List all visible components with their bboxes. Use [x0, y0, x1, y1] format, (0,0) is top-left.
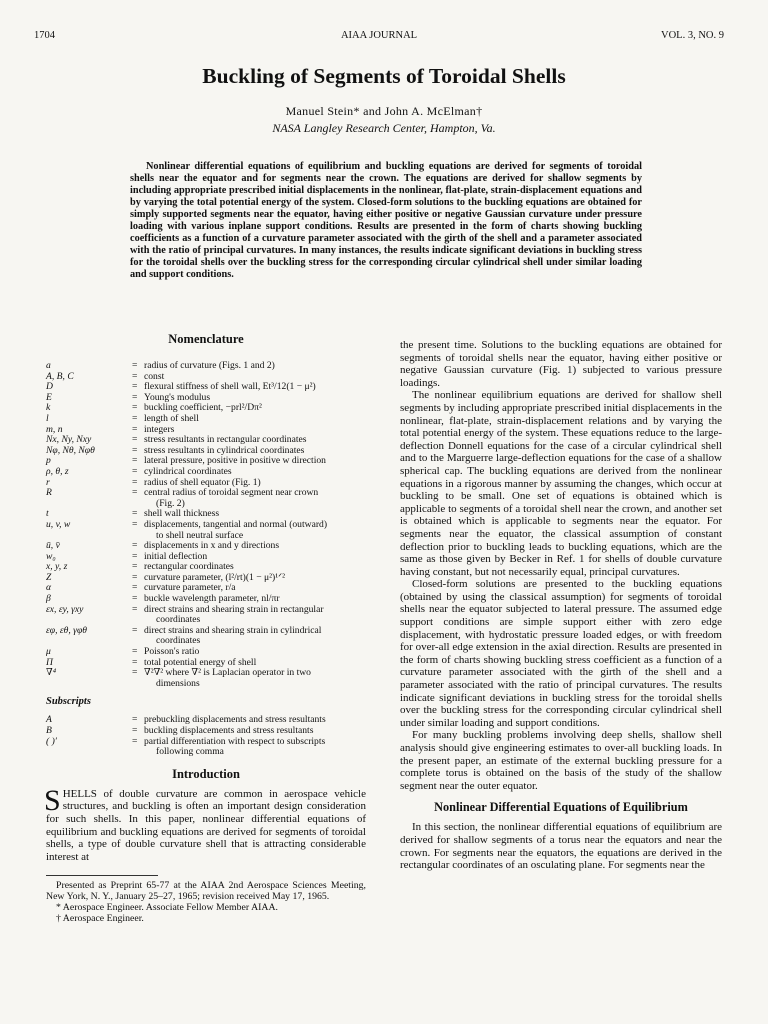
- definition-text: partial differentiation with respect to subscripts: [144, 735, 326, 747]
- definition-text: buckle wavelength parameter, nl/πr: [144, 593, 280, 605]
- definition-text: rectangular coordinates: [144, 561, 234, 573]
- abstract: [130, 161, 642, 281]
- equals-sign: =: [132, 360, 138, 371]
- equals-sign: =: [132, 735, 138, 747]
- symbol: A: [46, 714, 52, 726]
- definition: [144, 488, 366, 509]
- equals-sign: =: [132, 370, 138, 382]
- equals-sign: =: [132, 381, 138, 393]
- symbol: β: [46, 593, 51, 605]
- symbol: ∇⁴: [46, 667, 57, 679]
- equals-sign: =: [132, 465, 138, 477]
- body-paragraph-3: Closed-form solutions are presented to the buckling equations (obtained by using the classical assumption) for segments of toroidal shells near the equator subjected to lateral pressure. The assumed edge support conditions are simple support either with zero edge displacement, with hydrostatic pressure loaded edges, or with freedom for over-all edge extension in the axial direction. Results are presented in the form of charts showing buckling stress coefficient as a function of a curvature parameter associated with the girth of the shell and a parameter associated with the ratio of principal curvatures. The results indicate significant deviations in buckling stress for the toroidal shells over the buckling stress for the corresponding circular cylindrical shell under similar loading and support conditions.: [400, 578, 722, 729]
- equals-sign: =: [132, 518, 138, 530]
- symbol: l: [46, 412, 49, 424]
- nomenclature-list: [46, 361, 366, 689]
- footnote-received: Presented as Preprint 65-77 at the AIAA 2nd Aerospace Sciences Meeting, New York, N. Y., January 25–27, 1965; revision received May 17, 1965.: [46, 880, 366, 903]
- definition-continuation: to shell neutral surface: [156, 529, 244, 541]
- definition-text: direct strains and shearing strain in rectangular: [144, 603, 324, 615]
- equals-sign: =: [132, 714, 138, 726]
- symbol: Nx, Ny, Nxy: [46, 434, 92, 446]
- equals-sign: =: [132, 487, 138, 499]
- equals-sign: =: [132, 476, 138, 488]
- definition-continuation: following comma: [156, 746, 224, 758]
- equals-sign: =: [132, 508, 138, 520]
- nomenclature-row: [46, 403, 366, 414]
- body-paragraph-4: For many buckling problems involving deep shells, shallow shell analysis should give engineering estimates to over-all buckling loads. In the present paper, an estimate of the external buckling pressure for a complete torus is obtained on the basis of the study of the shallow segment near the outer equator.: [400, 729, 722, 792]
- definition-continuation: coordinates: [156, 635, 201, 647]
- nomenclature-row: [46, 361, 366, 372]
- symbol: p: [46, 455, 51, 467]
- running-header: [34, 30, 724, 44]
- abstract-text: Nonlinear differential equations of equilibrium and buckling equations are derived for segments of toroidal shells near the equator and for segments near the crown. The equations are derived for shallow segments by including appropriate prescribed initial displacements in the nonlinear, flat-plate, strain-displacement equations and by varying the total potential energy of the system. Closed-form solutions to the buckling equations are obtained for simply supported segments near the equator, having either positive or negative Gaussian curvature under pressure loading with various inplane support conditions. Results are presented in the form of charts showing buckling coefficients as a function of a curvature parameter associated with the girth of the shell and a parameter associated with the ratio of principal curvatures. In many instances, the results indicate significant deviations in buckling stress for the toroidal shells over the buckling stress for the corresponding circular cylindrical shell under similar loading and support conditions.: [130, 161, 642, 281]
- symbol: E: [46, 391, 52, 403]
- introduction-body: [44, 783, 366, 864]
- paper-authors: Manuel Stein* and John A. McElman†: [285, 104, 483, 118]
- symbol: w₀: [46, 550, 56, 562]
- symbol: a: [46, 360, 51, 371]
- equals-sign: =: [132, 391, 138, 403]
- definition-text: initial deflection: [144, 550, 208, 562]
- body-paragraph-1: the present time. Solutions to the buckling equations are obtained for segments of toroidal shells near the equator, having either positive or negative Gaussian curvature (Fig. 1) subjected to various pressure loadings.: [400, 339, 722, 389]
- author-affiliation: NASA Langley Research Center, Hampton, Va.: [272, 121, 496, 135]
- symbol: t: [46, 508, 49, 520]
- definition-text: cylindrical coordinates: [144, 465, 232, 477]
- subscripts-list: [46, 715, 366, 757]
- right-column: [400, 339, 722, 872]
- equals-sign: =: [132, 624, 138, 636]
- definition-text: lateral pressure, positive in positive w direction: [144, 455, 326, 467]
- equals-sign: =: [132, 603, 138, 615]
- definition: [144, 626, 366, 647]
- nomenclature-heading: Nomenclature: [168, 332, 244, 346]
- equals-sign: =: [132, 571, 138, 583]
- definition-text: const: [144, 370, 165, 382]
- nomenclature-row: [46, 520, 366, 541]
- definition: [144, 737, 366, 758]
- definition-text: Young's modulus: [144, 391, 211, 403]
- nomenclature-row: [46, 626, 366, 647]
- section-heading-equilibrium: Nonlinear Differential Equations of Equilibrium: [434, 800, 688, 815]
- footnote-author-2: † Aerospace Engineer.: [56, 913, 144, 925]
- equals-sign: =: [132, 582, 138, 594]
- equals-sign: =: [132, 455, 138, 467]
- equals-sign: =: [132, 540, 138, 552]
- nomenclature-row: [46, 488, 366, 509]
- left-column: [46, 332, 366, 924]
- symbol: εφ, εθ, γφθ: [46, 624, 87, 636]
- equals-sign: =: [132, 412, 138, 424]
- nomenclature-row: [46, 605, 366, 626]
- equals-sign: =: [132, 444, 138, 456]
- symbol: B: [46, 725, 52, 736]
- definition-continuation: coordinates: [156, 614, 201, 626]
- equals-sign: =: [132, 561, 138, 573]
- definition-text: direct strains and shearing strain in cylindrical: [144, 624, 322, 636]
- footnotes: [46, 880, 366, 924]
- definition-text: radius of shell equator (Fig. 1): [144, 476, 261, 488]
- symbol: D: [46, 381, 53, 393]
- symbol: Π: [46, 656, 53, 668]
- definition-text: flexural stiffness of shell wall, Et³/12(1 − μ²): [144, 381, 316, 393]
- definition-text: integers: [144, 423, 175, 435]
- footnote-rule: [46, 875, 158, 876]
- definition-text: prebuckling displacements and stress resultants: [144, 714, 326, 726]
- symbol: ρ, θ, z: [46, 465, 69, 477]
- equals-sign: =: [132, 656, 138, 668]
- equals-sign: =: [132, 423, 138, 435]
- definition-text: shell wall thickness: [144, 508, 220, 520]
- equals-sign: =: [132, 434, 138, 446]
- subscripts-heading: Subscripts: [46, 696, 91, 708]
- symbol: εx, εy, γxy: [46, 603, 84, 615]
- page-number: 1704: [34, 30, 55, 41]
- symbol: Z: [46, 571, 52, 583]
- definition-continuation: (Fig. 2): [156, 497, 185, 509]
- introduction-paragraph: [44, 783, 366, 864]
- subscript-row: [46, 737, 366, 758]
- paper-title: Buckling of Segments of Toroidal Shells: [202, 64, 566, 88]
- body-paragraph-2: The nonlinear equilibrium equations are derived for shallow shell segments by including appropriate prescribed initial displacements in the nonlinear, flat-plate, strain-displacement relations and by varying the total potential energy of the system. These equations reduce to the large-deflection Donnell equations for the case of a circular cylindrical shell and to the Marguerre large-deflection equations for the case of a shallow spherical cap. The buckling equations are derived from the nonlinear equations in a rigorous manner by assuming the changes, which occur at buckling to be small. One set of equations is obtained which is applicable to segments of a toroidal shell near the crown, and another set is obtained which is applicable to segments near the equator. For segments near the equator, the classical assumption of constant deflection prior to buckling leads to buckling equations, which are the same as those given by Becker in Ref. 1 for shells of double curvature having constant, but not necessarily equal, principal curvatures.: [400, 389, 722, 578]
- definition-text: displacements, tangential and normal (outward): [144, 518, 328, 530]
- nomenclature-row: [46, 668, 366, 689]
- equals-sign: =: [132, 593, 138, 605]
- symbol: m, n: [46, 423, 63, 435]
- symbol: ū, v̄: [46, 540, 60, 552]
- definition: [144, 361, 366, 372]
- footnote-author-1: * Aerospace Engineer. Associate Fellow Member AIAA.: [56, 902, 279, 914]
- volume-issue: VOL. 3, NO. 9: [661, 30, 724, 41]
- symbol: u, v, w: [46, 518, 71, 530]
- definition-text: stress resultants in cylindrical coordinates: [144, 444, 305, 456]
- definition-text: curvature parameter, (l²/rt)(1 − μ²)¹ᐟ²: [144, 571, 286, 583]
- symbol: x, y, z: [46, 561, 68, 573]
- equals-sign: =: [132, 725, 138, 736]
- definition-text: radius of curvature (Figs. 1 and 2): [144, 360, 275, 371]
- definition-text: stress resultants in rectangular coordinates: [144, 434, 307, 446]
- definition-text: buckling coefficient, −prl²/Dπ²: [144, 402, 262, 414]
- symbol: μ: [46, 646, 51, 658]
- definition-text: total potential energy of shell: [144, 656, 257, 668]
- definition-text: curvature parameter, r/a: [144, 582, 236, 594]
- introduction-text: HELLS of double curvature are common in aerospace vehicle structures, and buckling is often an important design consideration for such shells. In this paper, nonlinear differential equations of equilibrium and buckling equations are derived for segments of toroidal shells, a type of double curvature shell that is attracting considerable interest at: [46, 787, 366, 863]
- symbol: R: [46, 487, 52, 499]
- nomenclature-row: [46, 414, 366, 425]
- definition-text: length of shell: [144, 412, 199, 424]
- symbol: ( )′: [46, 735, 57, 747]
- definition-text: central radius of toroidal segment near crown: [144, 487, 319, 499]
- equals-sign: =: [132, 667, 138, 679]
- symbol: α: [46, 582, 52, 594]
- body-paragraph-5: In this section, the nonlinear differential equations of equilibrium are derived for shallow segments of a torus near the equators and near the crown. For segments near the equators, the equations are derived in the rectangular coordinates of an osculating plane. For segments near the: [400, 821, 722, 872]
- definition-text: ∇²∇² where ∇² is Laplacian operator in two: [144, 667, 311, 679]
- equals-sign: =: [132, 402, 138, 414]
- definition-text: buckling displacements and stress resultants: [144, 725, 314, 736]
- definition-continuation: dimensions: [156, 677, 200, 689]
- section-body: [400, 821, 722, 871]
- symbol: k: [46, 402, 51, 414]
- definition: [144, 414, 366, 425]
- definition: [144, 668, 366, 689]
- journal-name: AIAA JOURNAL: [340, 30, 418, 41]
- equals-sign: =: [132, 550, 138, 562]
- introduction-heading: Introduction: [172, 766, 240, 781]
- definition-text: displacements in x and y directions: [144, 540, 280, 552]
- definition: [144, 520, 366, 541]
- symbol: r: [46, 476, 50, 488]
- right-column-body: [400, 339, 722, 792]
- symbol: Nφ, Nθ, Nφθ: [46, 444, 95, 456]
- symbol: A, B, C: [46, 370, 74, 382]
- equals-sign: =: [132, 646, 138, 658]
- definition: [144, 605, 366, 626]
- drop-cap: S: [44, 783, 61, 817]
- definition-text: Poisson's ratio: [144, 646, 200, 658]
